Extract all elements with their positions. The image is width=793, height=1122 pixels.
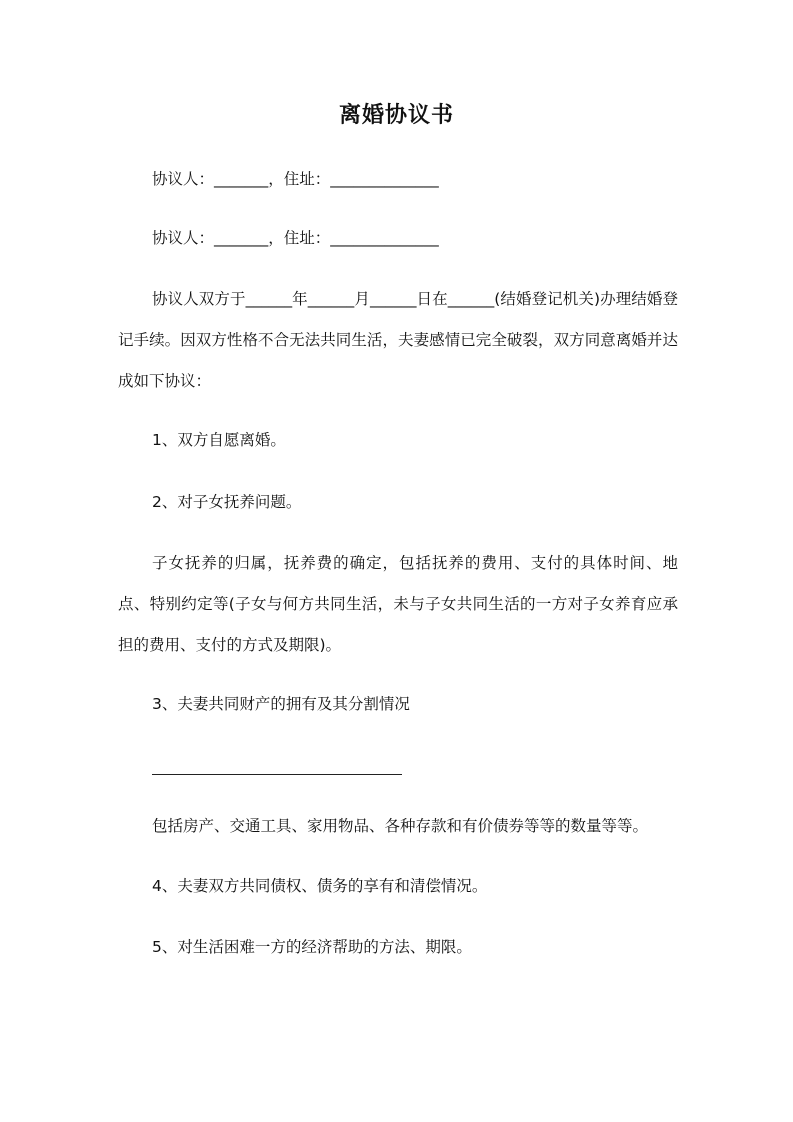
party1-line: 协议人：_______，住址：______________ <box>152 170 439 188</box>
item5-line: 5、对生活困难一方的经济帮助的方法、期限。 <box>152 938 472 956</box>
item3-line: 3、夫妻共同财产的拥有及其分割情况 <box>152 695 410 713</box>
document-title: 离婚协议书 <box>338 103 454 128</box>
item1-line: 1、双方自愿离婚。 <box>152 431 286 449</box>
intro-paragraph: 协议人双方于______年______月______日在______(结婚登记机关)办理结婚登记手续。因双方性格不合无法共同生活，夫妻感情已完全破裂，双方同意离婚并达成如下协议： <box>118 290 678 390</box>
fill-in-blank-line <box>152 774 402 775</box>
party2-line: 协议人：_______，住址：______________ <box>152 229 439 247</box>
item3-detail-line: 包括房产、交通工具、家用物品、各种存款和有价债券等等的数量等等。 <box>152 817 649 835</box>
item4-line: 4、夫妻双方共同债权、债务的享有和清偿情况。 <box>152 877 488 895</box>
item2-detail-paragraph: 子女抚养的归属，抚养费的确定，包括抚养的费用、支付的具体时间、地点、特别约定等(子女与何方共同生活，未与子女共同生活的一方对子女养育应承担的费用、支付的方式及期限)。 <box>118 554 678 654</box>
item2-line: 2、对子女抚养问题。 <box>152 493 302 511</box>
